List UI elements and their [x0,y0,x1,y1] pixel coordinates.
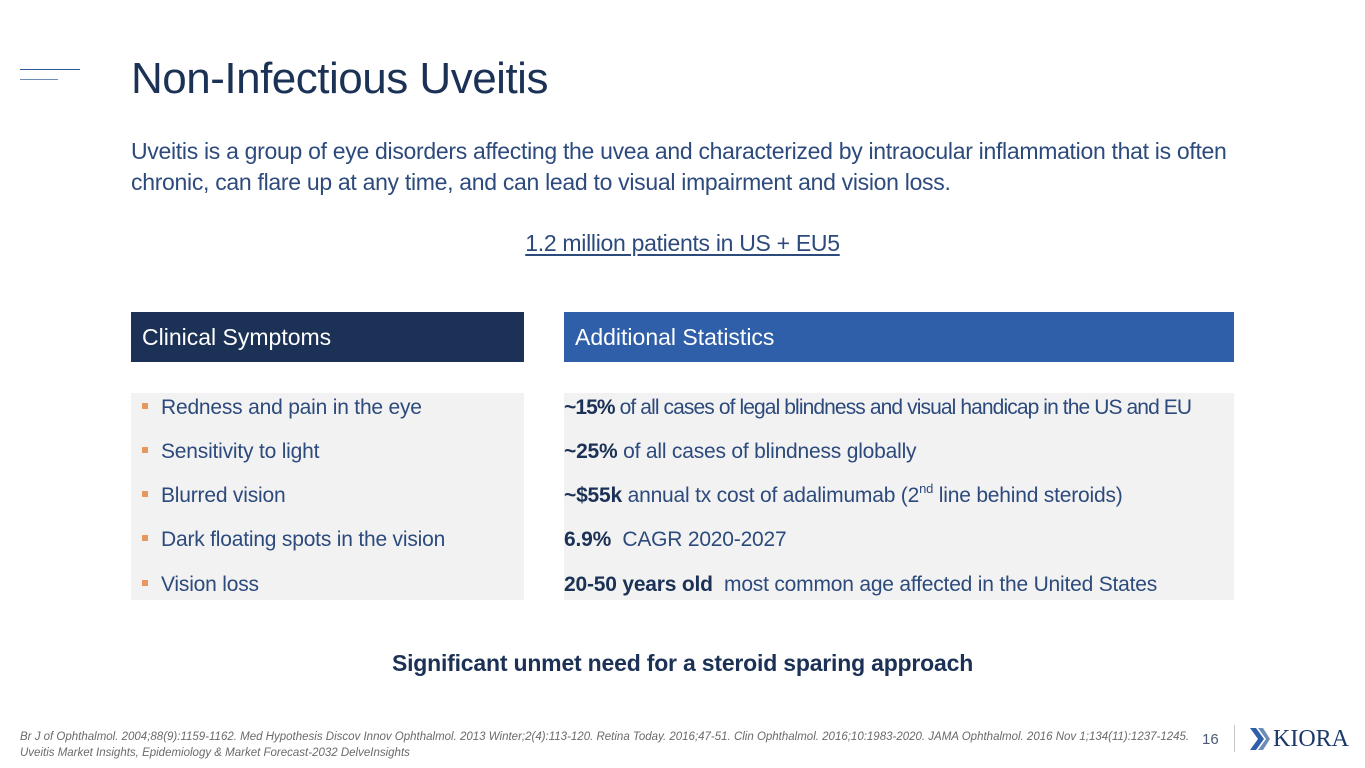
page-title: Non-Infectious Uveitis [131,54,548,103]
symptom-item: Blurred vision [131,481,285,511]
symptom-item: Dark floating spots in the vision [131,525,445,555]
conclusion-text: Significant unmet need for a steroid sparing approach [391,650,974,676]
symptoms-header: Clinical Symptoms [131,312,524,362]
stat-text: most common age affected in the United States [712,573,1158,596]
stat-text: CAGR 2020-2027 [611,528,787,551]
page-number: 16 [1202,731,1219,748]
stat-text-after: line behind steroids) [933,484,1123,507]
stat-row-global-blindness [564,437,916,467]
stat-value: ~$55k [564,484,622,507]
stat-value: 20-50 years old [564,573,713,596]
stat-text: of all cases of legal blindness and visual handicap in the US and EU [614,396,1192,419]
intro-paragraph: Uveitis is a group of eye disorders affecting the uvea and characterized by intraocular inflammation that is often chronic, can flare up at any time, and can lead to visual impairment and vision loss. [131,138,1227,195]
decorative-line-short [20,79,58,80]
stat-row-cagr [564,525,786,555]
stat-text: annual tx cost of adalimumab (2 [621,484,920,507]
symptom-item: Sensitivity to light [131,437,319,467]
kiora-logo [1247,726,1347,752]
stat-value: ~25% [564,440,618,463]
stat-row-legal-blindness [564,393,1191,423]
stat-superscript: nd [919,481,934,496]
stat-row-age [564,570,1157,600]
stat-text: of all cases of blindness globally [617,440,917,463]
logo-text: KIORA [1273,726,1349,752]
bullet-icon [142,447,148,453]
bullet-icon [142,580,148,586]
patients-callout [0,230,1365,257]
references-footnote: Br J of Ophthalmol. 2004;88(9):1159-1162. Med Hypothesis Discov Innov Ophthalmol. 2013 Winter;2(4):113-120. Retina Today. 2016;47-51. Clin Ophthalmol. 2016;10:1983-2020. JAMA Ophthalmol. 2016 Nov 1;134(11):1237-1245. Uveitis Market Insights, Epidemiology & Market Forecast-2032 DelveInsights [20,731,1190,759]
stat-value: 6.9% [564,528,612,551]
stat-value: ~15% [564,396,615,419]
decorative-line [20,69,80,70]
statistics-header: Additional Statistics [564,312,1234,362]
patients-text: 1.2 million patients in US + EU5 [525,230,840,256]
bullet-icon [142,491,148,497]
bullet-icon [142,535,148,541]
symptom-item: Redness and pain in the eye [131,393,422,423]
symptom-item: Vision loss [131,570,259,600]
bullet-icon [142,403,148,409]
footer-divider [1234,725,1235,752]
kiora-logo-icon [1247,726,1271,752]
stat-row-cost [564,481,1123,511]
